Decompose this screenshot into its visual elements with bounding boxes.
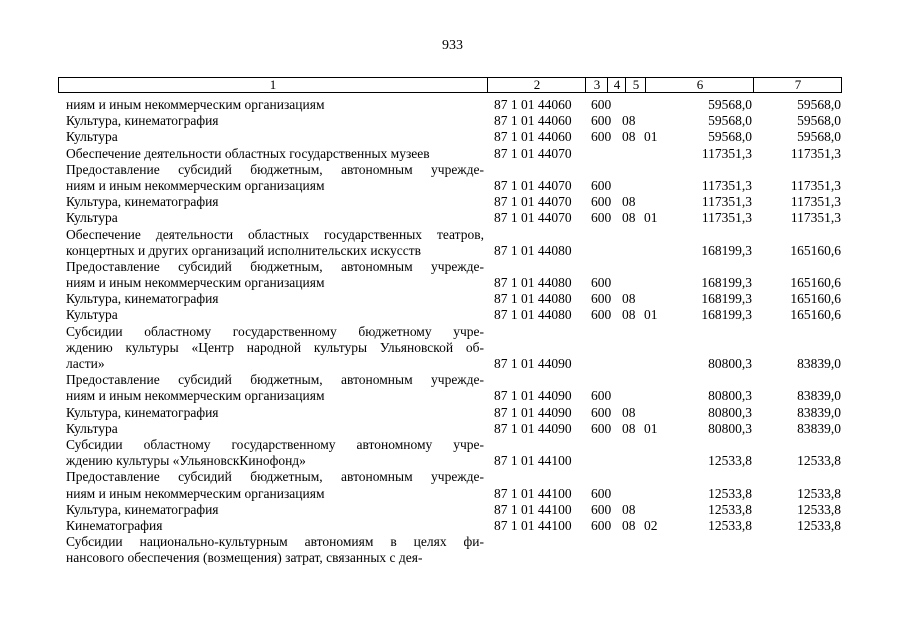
cell-expense-type: 600	[591, 518, 612, 533]
cell-value-6: 12533,8	[708, 518, 752, 533]
header-col-3: 3	[585, 78, 608, 92]
row-description	[66, 259, 484, 291]
cell-code: 87 1 01 44090	[494, 356, 572, 372]
cell-value-6: 168199,3	[701, 291, 752, 307]
cell-code: 87 1 01 44070	[494, 145, 572, 161]
cell-code: 87 1 01 44070	[494, 194, 572, 210]
cell-value-7: 117351,3	[790, 210, 841, 226]
cell-section: 08	[622, 113, 636, 129]
description-line: Культура	[66, 210, 118, 226]
cell-value-6: 117351,3	[701, 194, 752, 210]
cell-expense-type: 600	[591, 404, 612, 420]
cell-expense-type: 600	[591, 97, 612, 112]
header-col-5: 5	[625, 78, 646, 92]
cell-code: 87 1 01 44060	[494, 97, 572, 112]
cell-value-7: 83839,0	[797, 356, 841, 372]
cell-value-6: 117351,3	[701, 145, 752, 161]
cell-value-6: 12533,8	[708, 485, 752, 501]
cell-value-7: 12533,8	[797, 453, 841, 469]
description-line: ждению культуры «Центр народной культуры Ульяновской об-	[66, 339, 484, 355]
row-description	[66, 324, 484, 373]
cell-value-6: 12533,8	[708, 453, 752, 469]
table-row	[0, 210, 905, 226]
cell-code: 87 1 01 44060	[494, 113, 572, 129]
cell-value-7: 12533,8	[797, 518, 841, 533]
cell-value-7: 12533,8	[797, 501, 841, 517]
cell-value-6: 117351,3	[701, 210, 752, 226]
cell-value-7: 165160,6	[790, 275, 841, 291]
cell-subsection: 02	[644, 518, 658, 533]
description-line: Культура	[66, 129, 118, 145]
cell-expense-type: 600	[591, 275, 612, 291]
table-row	[0, 307, 905, 323]
cell-section: 08	[622, 518, 636, 533]
header-col-6: 6	[645, 78, 754, 92]
cell-value-7: 117351,3	[790, 194, 841, 210]
description-line: Субсидии областному государственному бюджетному учре-	[66, 323, 484, 339]
cell-expense-type: 600	[591, 485, 612, 501]
cell-value-6: 80800,3	[708, 388, 752, 404]
cell-section: 08	[622, 210, 636, 226]
row-description	[66, 405, 484, 421]
cell-value-7: 117351,3	[790, 177, 841, 193]
header-col-7: 7	[753, 78, 842, 92]
cell-expense-type: 600	[591, 420, 612, 436]
cell-value-7: 59568,0	[797, 97, 841, 112]
cell-value-7: 83839,0	[797, 404, 841, 420]
cell-expense-type: 600	[591, 210, 612, 226]
cell-value-7: 165160,6	[790, 307, 841, 323]
row-description	[66, 518, 484, 534]
table-body	[0, 97, 905, 567]
header-col-1: 1	[269, 77, 277, 92]
description-line: Обеспечение деятельности областных государственных музеев	[66, 145, 430, 161]
description-line: ниям и иным некоммерческим организациям	[66, 275, 325, 291]
description-line: Культура, кинематография	[66, 501, 219, 517]
row-description	[66, 129, 484, 145]
description-line: концертных и других организаций исполнительских искусств	[66, 242, 421, 258]
description-line: Культура, кинематография	[66, 404, 219, 420]
cell-section: 08	[622, 194, 636, 210]
table-row	[0, 534, 905, 566]
row-description	[66, 307, 484, 323]
row-description	[66, 162, 484, 194]
description-line: ниям и иным некоммерческим организациям	[66, 97, 325, 112]
cell-expense-type: 600	[591, 501, 612, 517]
cell-value-7: 59568,0	[797, 129, 841, 145]
cell-code: 87 1 01 44100	[494, 501, 572, 517]
table-row	[0, 469, 905, 501]
description-line: Культура, кинематография	[66, 113, 219, 129]
row-description	[66, 194, 484, 210]
cell-value-6: 80800,3	[708, 356, 752, 372]
description-line: нансового обеспечения (возмещения) затрат, связанных с дея-	[66, 550, 423, 566]
header-col-4: 4	[607, 78, 626, 92]
description-line: ниям и иным некоммерческим организациям	[66, 388, 325, 404]
table-row	[0, 97, 905, 113]
description-line: Кинематография	[66, 518, 163, 533]
cell-value-6: 59568,0	[708, 129, 752, 145]
description-line: Субсидии областному государственному автономному учре-	[66, 437, 484, 453]
cell-expense-type: 600	[591, 177, 612, 193]
cell-expense-type: 600	[591, 307, 612, 323]
cell-value-7: 165160,6	[790, 291, 841, 307]
cell-section: 08	[622, 404, 636, 420]
description-line: ниям и иным некоммерческим организациям	[66, 177, 325, 193]
cell-value-6: 117351,3	[701, 177, 752, 193]
cell-expense-type: 600	[591, 129, 612, 145]
cell-value-6: 80800,3	[708, 404, 752, 420]
cell-section: 08	[622, 307, 636, 323]
cell-expense-type: 600	[591, 291, 612, 307]
cell-code: 87 1 01 44080	[494, 291, 572, 307]
cell-value-7: 83839,0	[797, 388, 841, 404]
cell-section: 08	[622, 129, 636, 145]
cell-code: 87 1 01 44090	[494, 404, 572, 420]
cell-section: 08	[622, 501, 636, 517]
row-description	[66, 97, 484, 113]
description-line: Культура, кинематография	[66, 194, 219, 210]
table-row	[0, 194, 905, 210]
row-description	[66, 534, 484, 566]
description-line: Культура	[66, 307, 118, 323]
row-description	[66, 146, 484, 162]
description-line: Предоставление субсидий бюджетным, автономным учрежде-	[66, 258, 484, 274]
cell-code: 87 1 01 44100	[494, 485, 572, 501]
row-description	[66, 113, 484, 129]
table-row	[0, 162, 905, 194]
cell-subsection: 01	[644, 307, 658, 323]
page-number: 933	[442, 38, 463, 53]
header-col-2: 2	[487, 78, 586, 92]
cell-value-6: 59568,0	[708, 113, 752, 129]
cell-value-7: 165160,6	[790, 242, 841, 258]
cell-value-7: 59568,0	[797, 113, 841, 129]
cell-value-6: 168199,3	[701, 242, 752, 258]
cell-value-6: 168199,3	[701, 307, 752, 323]
cell-code: 87 1 01 44070	[494, 177, 572, 193]
table-row	[0, 372, 905, 404]
description-line: ждению культуры «УльяновскКинофонд»	[66, 453, 306, 469]
description-line: ниям и иным некоммерческим организациям	[66, 485, 325, 501]
cell-code: 87 1 01 44080	[494, 275, 572, 291]
cell-value-7: 117351,3	[790, 145, 841, 161]
cell-subsection: 01	[644, 129, 658, 145]
cell-value-7: 12533,8	[797, 485, 841, 501]
table-row	[0, 259, 905, 291]
description-line: Субсидии национально-культурным автономиям в целях фи-	[66, 534, 484, 550]
row-description	[66, 469, 484, 501]
description-line: Предоставление субсидий бюджетным, автономным учрежде-	[66, 161, 484, 177]
cell-value-6: 168199,3	[701, 275, 752, 291]
cell-value-6: 12533,8	[708, 501, 752, 517]
cell-code: 87 1 01 44090	[494, 420, 572, 436]
cell-code: 87 1 01 44080	[494, 307, 572, 323]
row-description	[66, 210, 484, 226]
cell-expense-type: 600	[591, 113, 612, 129]
table-row	[0, 437, 905, 469]
table-row	[0, 129, 905, 145]
cell-code: 87 1 01 44090	[494, 388, 572, 404]
description-line: Культура, кинематография	[66, 291, 219, 307]
cell-code: 87 1 01 44060	[494, 129, 572, 145]
row-description	[66, 502, 484, 518]
table-row	[0, 324, 905, 373]
description-line: Культура	[66, 420, 118, 436]
cell-code: 87 1 01 44070	[494, 210, 572, 226]
row-description	[66, 291, 484, 307]
cell-expense-type: 600	[591, 388, 612, 404]
cell-code: 87 1 01 44080	[494, 242, 572, 258]
cell-expense-type: 600	[591, 194, 612, 210]
cell-value-6: 59568,0	[708, 97, 752, 112]
table-row	[0, 518, 905, 534]
table-row	[0, 227, 905, 259]
table-row	[0, 502, 905, 518]
cell-section: 08	[622, 291, 636, 307]
table-row	[0, 146, 905, 162]
row-description	[66, 437, 484, 469]
description-line: Предоставление субсидий бюджетным, автономным учрежде-	[66, 469, 484, 485]
table-row	[0, 405, 905, 421]
table-row	[0, 113, 905, 129]
cell-value-6: 80800,3	[708, 420, 752, 436]
cell-subsection: 01	[644, 420, 658, 436]
description-line: ласти»	[66, 356, 105, 372]
cell-code: 87 1 01 44100	[494, 518, 572, 533]
description-line: Предоставление субсидий бюджетным, автономным учрежде-	[66, 372, 484, 388]
description-line: Обеспечение деятельности областных государственных театров,	[66, 226, 484, 242]
row-description	[66, 372, 484, 404]
table-header	[58, 77, 842, 93]
cell-value-7: 83839,0	[797, 420, 841, 436]
cell-section: 08	[622, 420, 636, 436]
table-row	[0, 291, 905, 307]
row-description	[66, 227, 484, 259]
table-row	[0, 421, 905, 437]
cell-code: 87 1 01 44100	[494, 453, 572, 469]
cell-subsection: 01	[644, 210, 658, 226]
row-description	[66, 421, 484, 437]
